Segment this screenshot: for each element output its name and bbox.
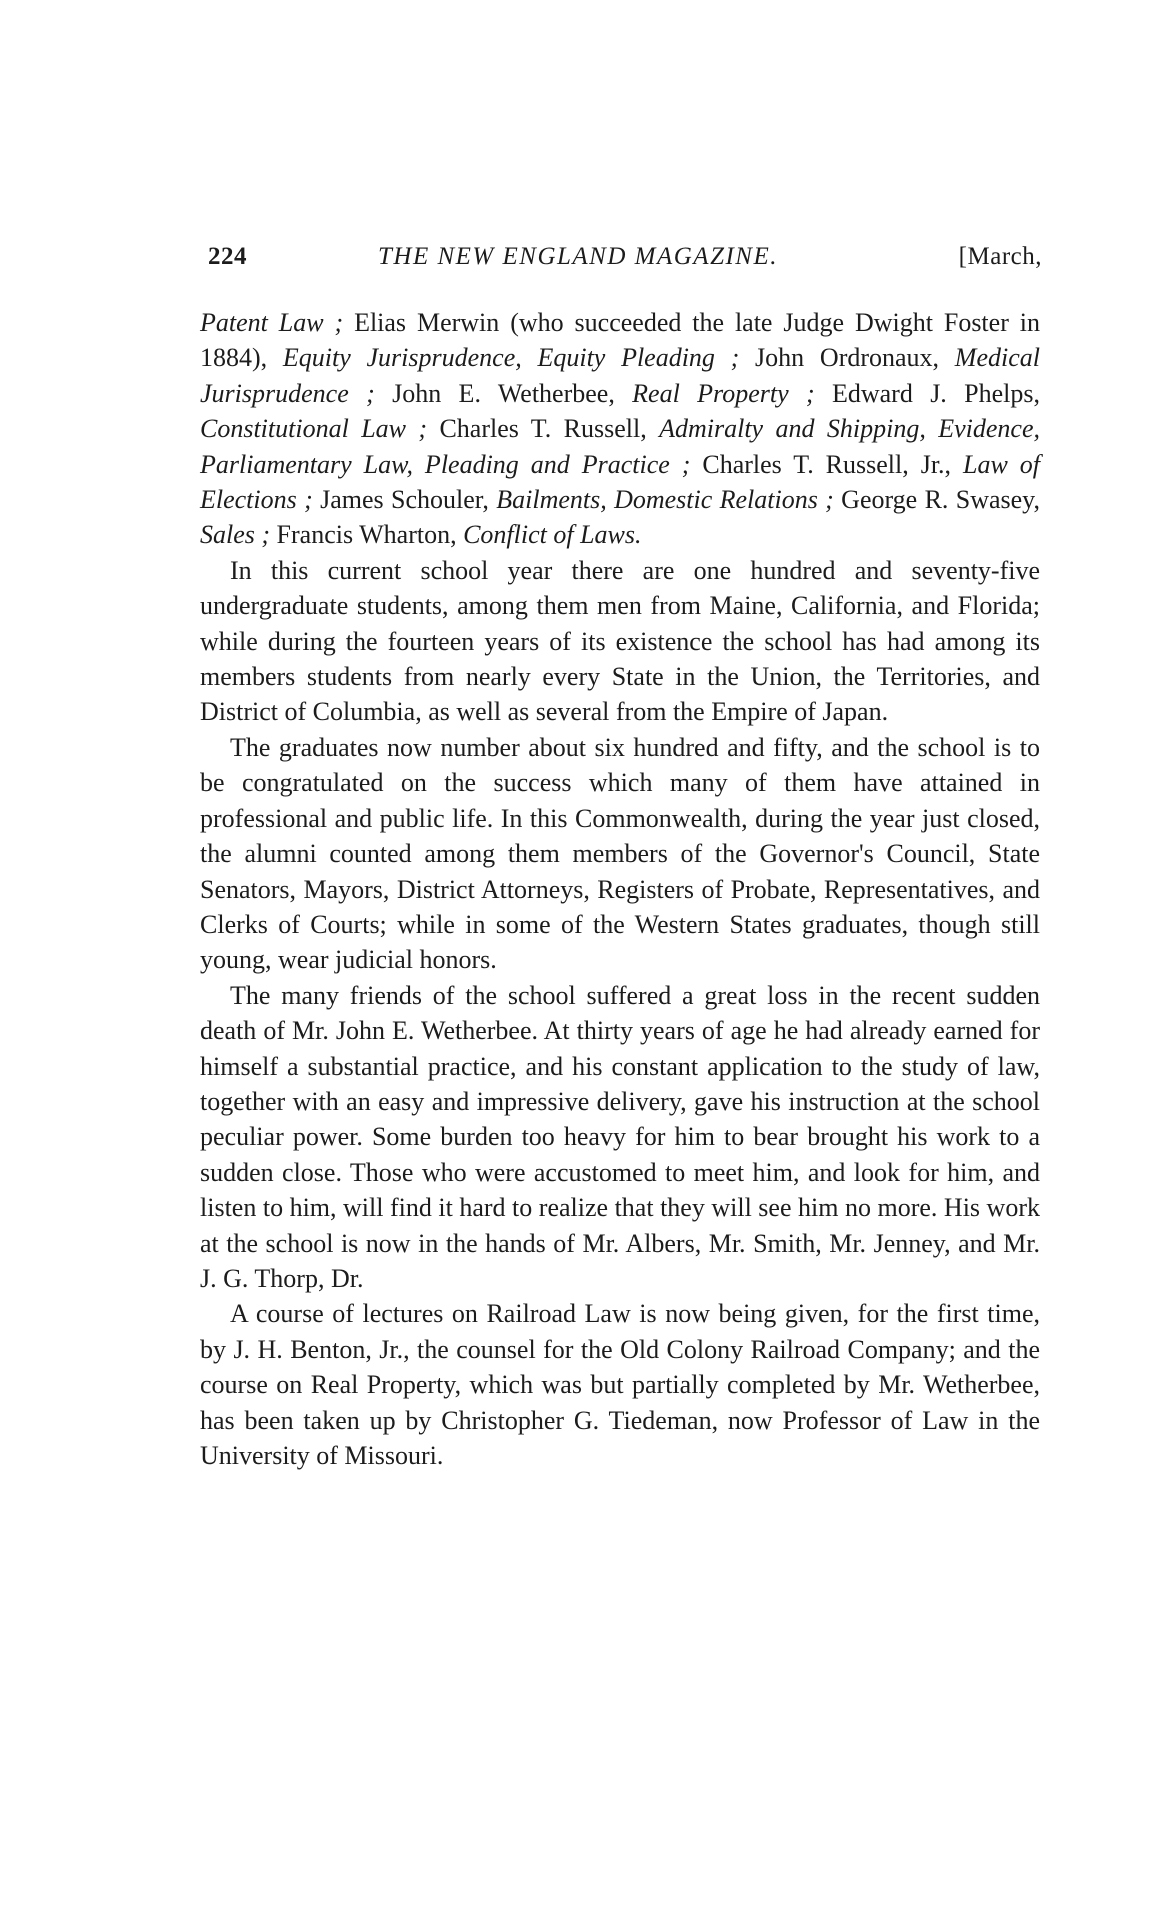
italic-title-run: Admiralty and Shipping, Evidence, Parliamentary Law, Pleading and Practice ;	[200, 414, 1040, 479]
page-number: 224	[208, 243, 247, 270]
text-run: John Ordronaux,	[739, 343, 955, 373]
paragraph-wetherbee	[200, 978, 1040, 1297]
text-run: John E. Wetherbee,	[374, 378, 633, 408]
text-run: Charles T. Russell, Jr.,	[690, 449, 964, 479]
issue-month: [March,	[958, 243, 1042, 270]
italic-title-run: Bailments, Domestic Relations ;	[496, 485, 834, 515]
article-body	[200, 305, 1040, 1473]
text-run: Francis Wharton,	[270, 520, 464, 550]
italic-title-run: Conflict of Laws.	[463, 520, 642, 550]
page-header	[208, 243, 1042, 283]
italic-title-run: Law of Elections ;	[200, 449, 1040, 515]
text-run: The many friends of the school suffered a great loss in the recent sudden death of Mr. John E. Wetherbee. At thirty years of age he had already earned for himself a substantial practice, and his constant application to the study of law, together with an easy and impressive delivery, gave his instruction at the school peculiar power. Some burden too heavy for him to bear brought his work to a sudden close. Those who were accustomed to meet him, and look for him, and listen to him, will find it hard to realize that they will see him no more. His work at the school is now in the hands of Mr. Albers, Mr. Smith, Mr. Jenney, and Mr. J. G. Thorp, Dr.	[200, 980, 1040, 1293]
paragraph-continued-faculty-list	[200, 305, 1040, 553]
text-run: Charles T. Russell,	[427, 414, 660, 444]
italic-title-run: Real Property ;	[632, 378, 815, 408]
text-run: Edward J. Phelps,	[814, 378, 1040, 408]
paragraph-railroad-law	[200, 1296, 1040, 1473]
text-run: Elias Merwin (who succeeded the late Judge Dwight Foster in 1884),	[200, 308, 1040, 373]
italic-title-run: Constitutional Law ;	[200, 414, 428, 444]
italic-title-run: Sales ;	[200, 520, 271, 550]
text-run: A course of lectures on Railroad Law is now being given, for the first time, by J. H. Benton, Jr., the counsel for the Old Colony Railroad Company; and the course on Real Property, which was but partially completed by Mr. Wetherbee, has been taken up by Christopher G. Tiedeman, now Professor of Law in the University of Missouri.	[200, 1299, 1040, 1470]
running-title: THE NEW ENGLAND MAGAZINE.	[378, 243, 778, 270]
italic-title-run: Medical Jurisprudence ;	[200, 343, 1040, 408]
text-run: In this current school year there are one hundred and seventy-five undergraduate students, among them men from Maine, California, and Florida; while during the fourteen years of its existence the school has had among its members students from nearly every State in the Union, the Territories, and District of Columbia, as well as several from the Empire of Japan.	[200, 555, 1040, 727]
text-run: George R. Swasey,	[833, 485, 1040, 515]
text-run: The graduates now number about six hundred and fifty, and the school is to be congratulated on the success which many of them have attained in professional and public life. In this Commonwealth, during the year just closed, the alumni counted among them members of the Governor's Council, State Senators, Mayors, District Attorneys, Registers of Probate, Representatives, and Clerks of Courts; while in some of the Western States graduates, though still young, wear judicial honors.	[200, 732, 1040, 975]
italic-title-run: Equity Jurisprudence, Equity Pleading ;	[282, 343, 740, 373]
italic-title-run: Patent Law ;	[200, 308, 344, 337]
paragraph-students	[200, 553, 1040, 730]
text-run: James Schouler,	[312, 485, 497, 515]
paragraph-graduates	[200, 730, 1040, 978]
